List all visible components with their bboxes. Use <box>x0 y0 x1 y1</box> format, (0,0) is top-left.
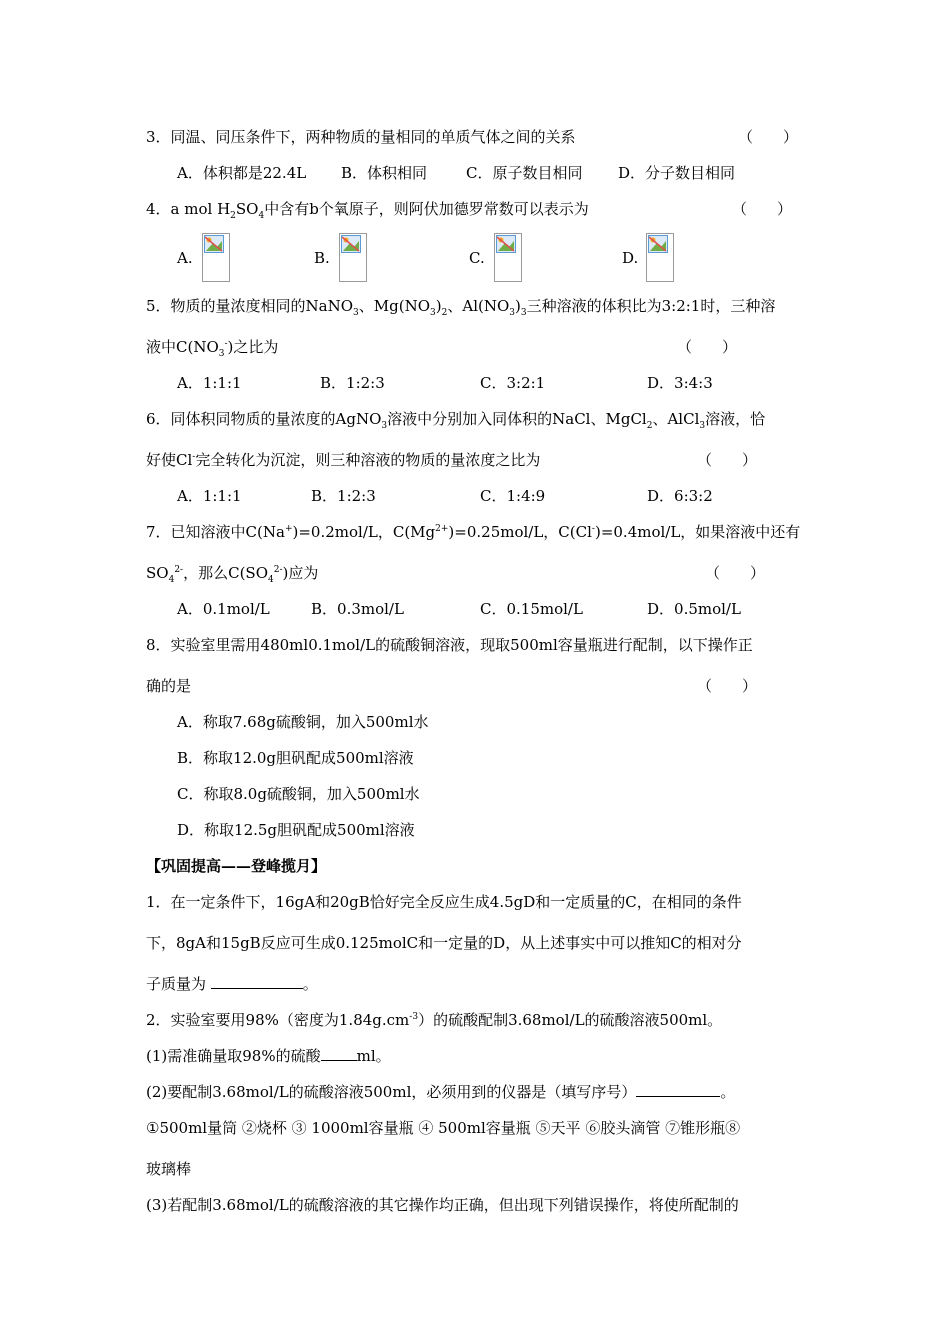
q7-option-d: D．0.5mol/L <box>647 600 741 618</box>
p2-sub1-blank[interactable] <box>321 1046 357 1061</box>
q4-option-c-label: C. <box>469 249 485 267</box>
q7-option-a: A．0.1mol/L <box>177 600 270 618</box>
q3-option-c: C．原子数目相同 <box>466 164 583 182</box>
p1-line2: 下，8gA和15gB反应可生成0.125molC和一定量的D，从上述事实中可以推知C的相对分 <box>146 934 742 952</box>
q6-answer-paren: （ ） <box>697 451 758 469</box>
q6-option-a: A．1:1:1 <box>177 487 242 505</box>
q8-option-a: A．称取7.68g硫酸铜，加入500ml水 <box>177 713 429 731</box>
section-heading: 【巩固提高——登峰揽月】 <box>146 857 327 875</box>
q7-answer-paren: （ ） <box>705 564 766 582</box>
q7-option-b: B．0.3mol/L <box>311 600 404 618</box>
p1-line1: 1．在一定条件下，16gA和20gB恰好完全反应生成4.5gD和一定质量的C，在相同的条件 <box>146 893 742 911</box>
q6-stem-line1: 6．同体积同物质的量浓度的AgNO$_3$溶液中分别加入同体积的NaCl、MgCl$_2$、AlCl$_3$溶液，恰 <box>146 410 766 431</box>
q5-option-d: D．3:4:3 <box>647 374 713 392</box>
p1-answer-blank[interactable] <box>211 974 303 989</box>
q4-option-d-label: D. <box>622 249 639 267</box>
p2-sub2: (2)要配制3.68mol/L的硫酸溶液500ml，必须用到的仪器是（填写序号） 。 <box>146 1083 736 1101</box>
q4-option-b-image-placeholder <box>339 233 367 282</box>
p2-line1: 2．实验室要用98%（密度为$1.84g.cm^{-3}$）的硫酸配制3.68mol/L的硫酸溶液500ml。 <box>146 1011 723 1029</box>
q3-answer-paren: （ ） <box>738 128 799 146</box>
q4-option-c-image-placeholder <box>494 233 522 282</box>
q4-answer-paren: （ ） <box>732 200 793 218</box>
p1-line3: 子质量为 。 <box>146 975 318 993</box>
q8-stem-line2: 确的是 <box>146 677 192 695</box>
q7-stem-line1: 7．已知溶液中C(Na+)=0.2mol/L，$C(Mg^{2+})=0.25mol/L$，C(Cl-)=0.4mol/L，如果溶液中还有 <box>146 523 801 541</box>
q8-option-c: C．称取8.0g硫酸铜，加入500ml水 <box>177 785 420 803</box>
q8-stem-line1: 8．实验室里需用480ml0.1mol/L的硫酸铜溶液，现取500ml容量瓶进行配制，以下操作正 <box>146 636 753 654</box>
q5-option-b: B．1:2:3 <box>320 374 385 392</box>
p2-sub3: (3)若配制3.68mol/L的硫酸溶液的其它操作均正确，但出现下列错误操作，将使所配制的 <box>146 1196 739 1214</box>
q8-option-d: D．称取12.5g胆矾配成500ml溶液 <box>177 821 415 839</box>
p2-instrument-list: ①500ml量筒 ②烧杯 ③ 1000ml容量瓶 ④ 500ml容量瓶 ⑤天平 ⑥胶头滴管 ⑦锥形瓶⑧ <box>146 1119 741 1137</box>
q5-stem-line1: 5．物质的量浓度相同的NaNO$_3$、$Mg(NO_3)_2$、$Al(NO_3)_3$三种溶液的体积比为3:2:1时，三种溶 <box>146 297 776 318</box>
broken-image-icon <box>204 235 224 253</box>
q3-stem: 3．同温、同压条件下，两种物质的量相同的单质气体之间的关系 <box>146 128 576 146</box>
p2-sub1: (1)需准确量取98%的硫酸 ml。 <box>146 1047 391 1065</box>
broken-image-icon <box>341 235 361 253</box>
q6-option-b: B．1:2:3 <box>311 487 376 505</box>
p2-instrument-list-cont: 玻璃棒 <box>146 1160 192 1178</box>
q4-option-a-image-placeholder <box>202 233 230 282</box>
q5-answer-paren: （ ） <box>677 338 738 356</box>
q4-option-b-label: B. <box>314 249 330 267</box>
q8-option-b: B．称取12.0g胆矾配成500ml溶液 <box>177 749 414 767</box>
q7-option-c: C．0.15mol/L <box>480 600 583 618</box>
q5-option-c: C．3:2:1 <box>480 374 546 392</box>
q3-option-d: D．分子数目相同 <box>618 164 736 182</box>
q4-stem: 4．a mol $H_2SO_4$中含有b个氧原子，则阿伏加德罗常数可以表示为 <box>146 200 589 221</box>
q5-option-a: A．1:1:1 <box>177 374 242 392</box>
p2-sub2-blank[interactable] <box>636 1082 720 1097</box>
q7-stem-line2: $SO_4^{2-}$，那么$C(SO_4^{2-})$应为 <box>146 564 319 585</box>
q6-option-d: D．6:3:2 <box>647 487 713 505</box>
q6-stem-line2: 好使Cl-完全转化为沉淀，则三种溶液的物质的量浓度之比为 <box>146 451 541 469</box>
q8-answer-paren: （ ） <box>697 677 758 695</box>
broken-image-icon <box>496 235 516 253</box>
q6-option-c: C．1:4:9 <box>480 487 546 505</box>
q3-option-b: B．体积相同 <box>341 164 428 182</box>
broken-image-icon <box>648 235 668 253</box>
q4-option-d-image-placeholder <box>646 233 674 282</box>
q4-option-a-label: A. <box>177 249 193 267</box>
q5-stem-line2: 液中$C(NO_3^-)$之比为 <box>146 338 279 359</box>
q3-option-a: A．体积都是22.4L <box>177 164 307 182</box>
